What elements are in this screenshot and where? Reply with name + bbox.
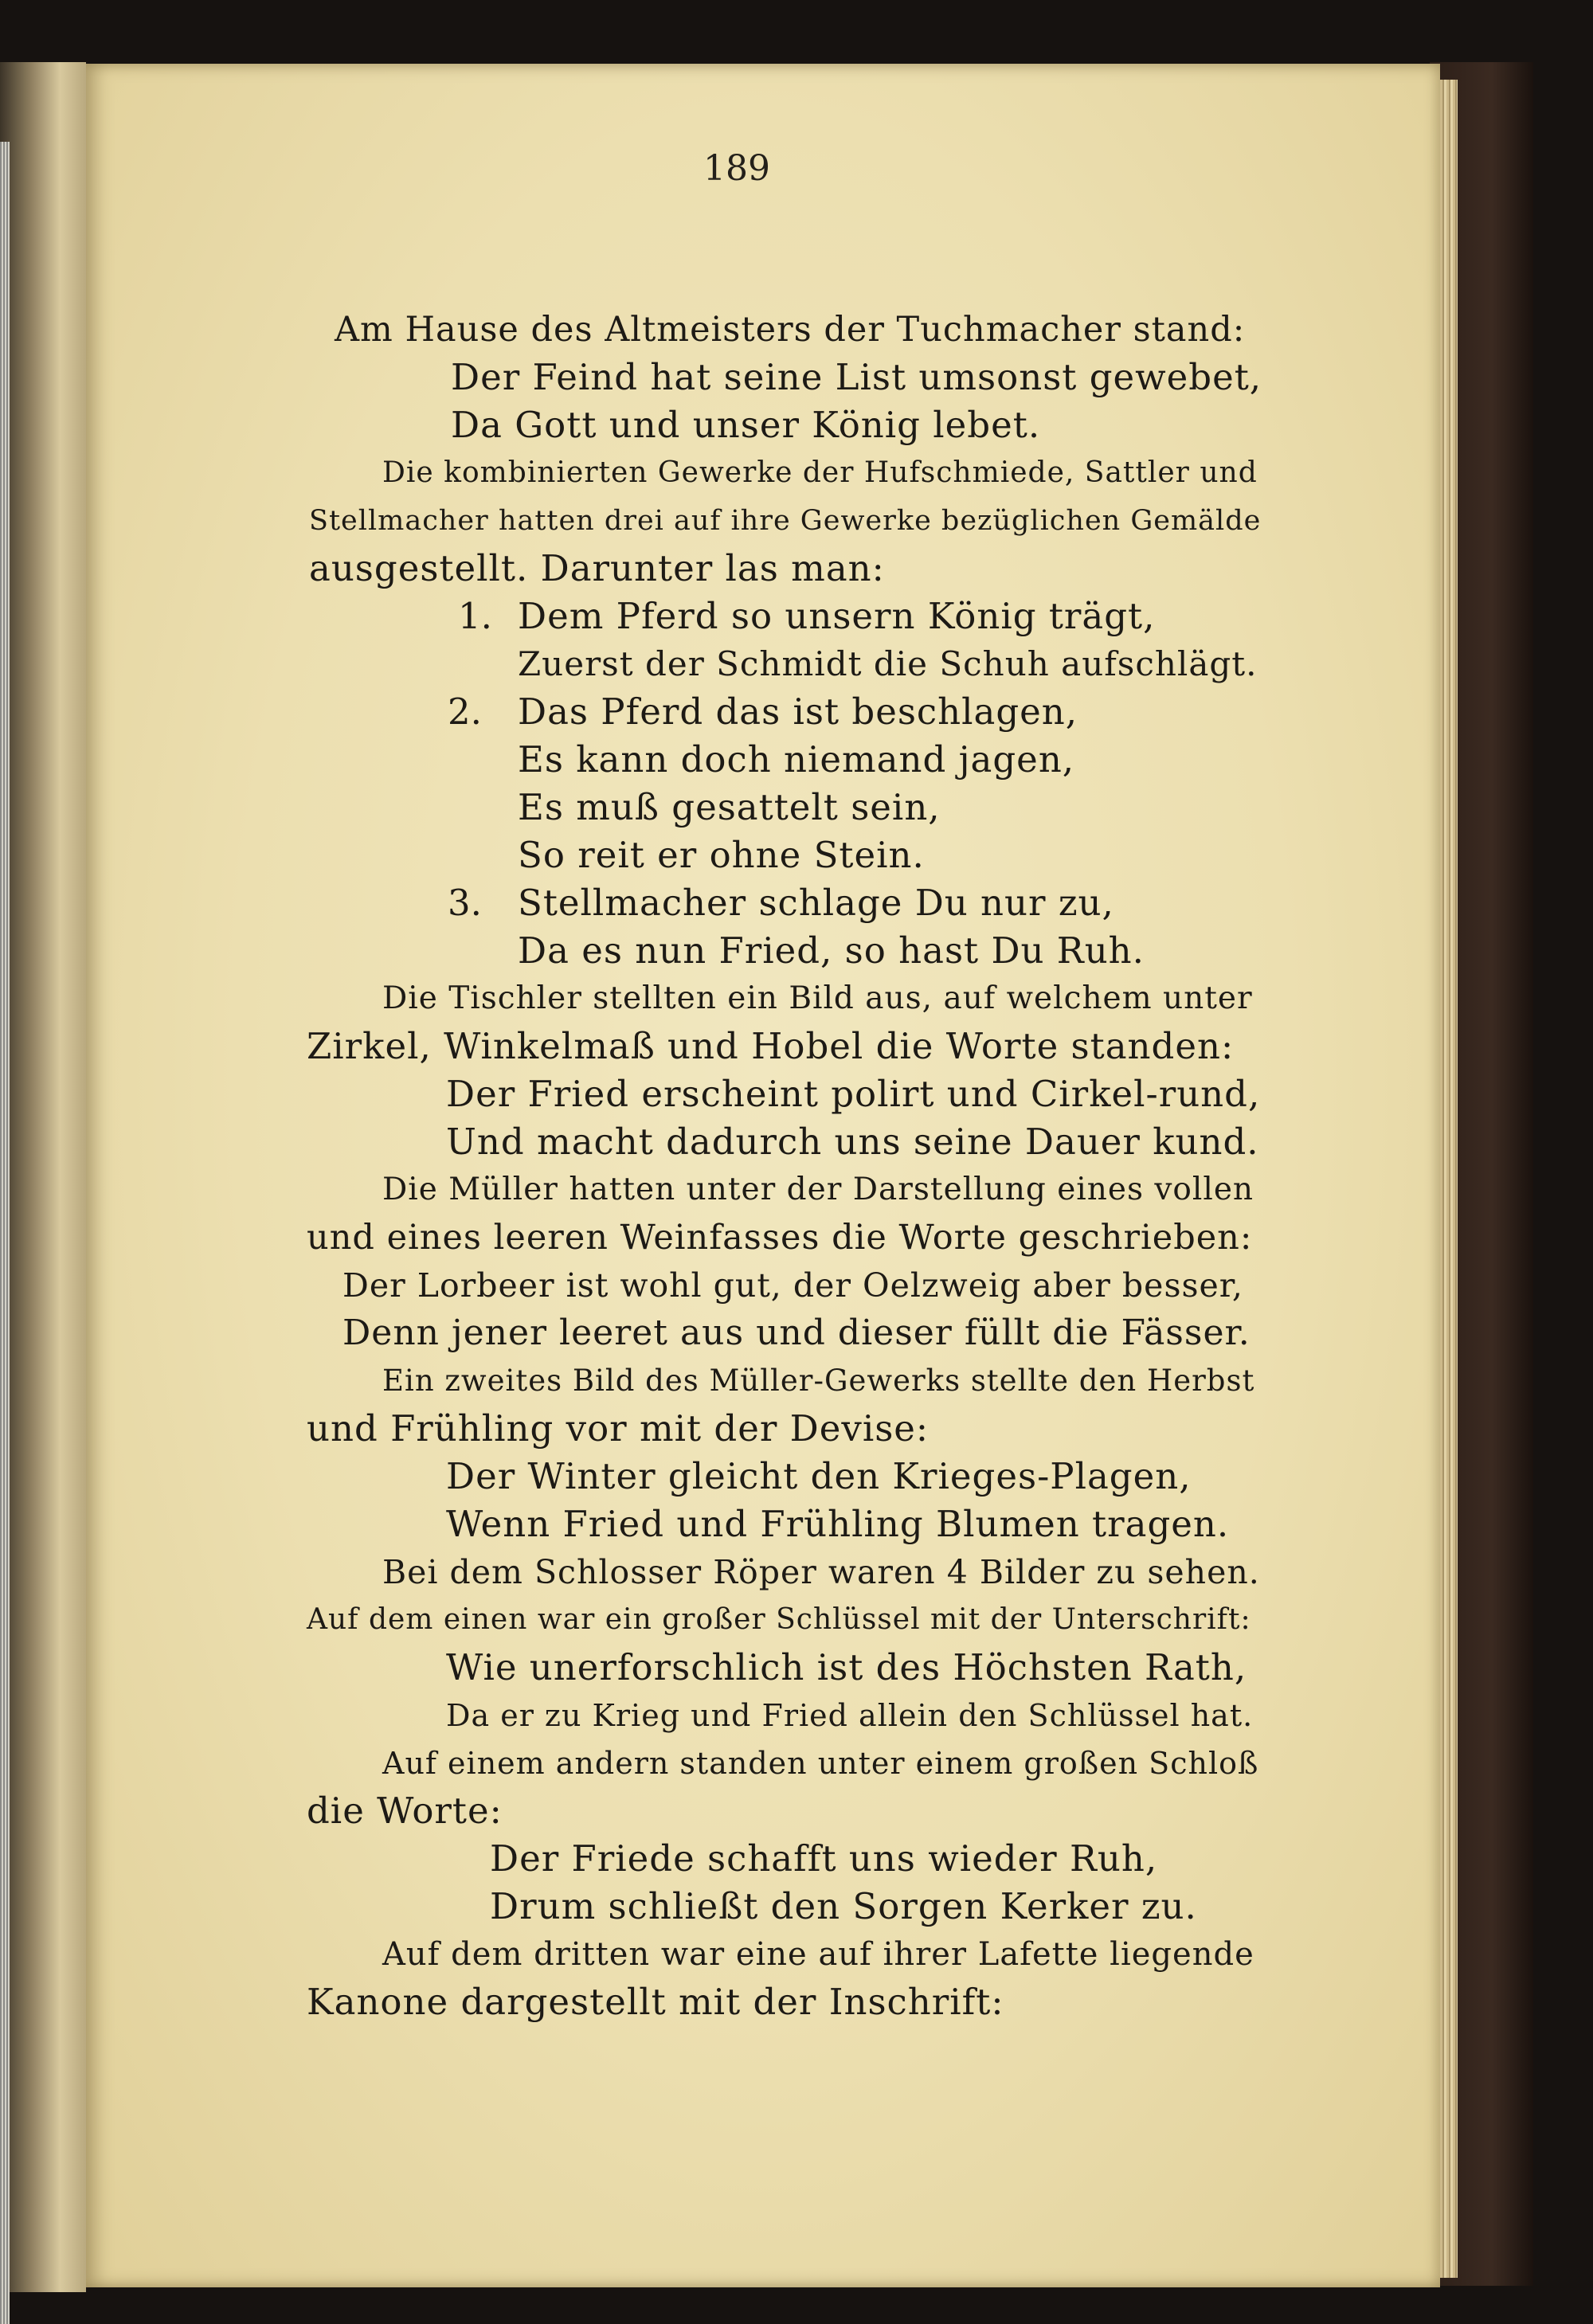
verse-line: Der Winter gleicht den Krieges-Plagen, xyxy=(446,1455,1192,1497)
verse-number: 1. xyxy=(458,595,492,637)
page-number: 189 xyxy=(703,148,770,189)
verse-line: Da es nun Fried, so hast Du Ruh. xyxy=(518,929,1145,972)
paragraph-line: Zirkel, Winkelmaß und Hobel die Worte standen: xyxy=(307,1025,1235,1067)
verse-line: Es kann doch niemand jagen, xyxy=(518,738,1075,781)
verse-line: Stellmacher schlage Du nur zu, xyxy=(518,882,1114,924)
verse-line: Da Gott und unser König lebet. xyxy=(451,404,1041,446)
verse-number: 3. xyxy=(448,882,482,924)
verse-line: Das Pferd das ist beschlagen, xyxy=(518,691,1078,733)
paragraph-line: ausgestellt. Darunter las man: xyxy=(309,547,885,589)
left-page-stack xyxy=(0,142,10,2324)
verse-line: So reit er ohne Stein. xyxy=(518,834,925,876)
verse-line: Dem Pferd so unsern König trägt, xyxy=(518,595,1156,637)
verse-line: Der Fried erscheint polirt und Cirkel-rund, xyxy=(446,1073,1261,1115)
paragraph-line: Auf dem dritten war eine auf ihrer Lafette liegende xyxy=(382,1936,1254,1973)
verse-line: Es muß gesattelt sein, xyxy=(518,786,941,828)
paragraph-line: Stellmacher hatten drei auf ihre Gewerke bezüglichen Gemälde xyxy=(309,505,1262,537)
paragraph-line: Die Tischler stellten ein Bild aus, auf welchem unter xyxy=(382,980,1253,1016)
verse-line: Denn jener leeret aus und dieser füllt die Fässer. xyxy=(342,1313,1251,1353)
verse-line: Zuerst der Schmidt die Schuh aufschlägt. xyxy=(518,644,1258,683)
verse-number: 2. xyxy=(448,691,482,733)
paragraph-line: Kanone dargestellt mit der Inschrift: xyxy=(307,1981,1004,2023)
paragraph-line: und eines leeren Weinfasses die Worte geschrieben: xyxy=(307,1218,1253,1258)
paragraph-line: Auf einem andern standen unter einem großen Schloß xyxy=(382,1746,1259,1781)
paragraph-line: Ein zweites Bild des Müller-Gewerks stellte den Herbst xyxy=(382,1363,1255,1398)
paragraph-line: die Worte: xyxy=(307,1790,503,1832)
verse-line: Und macht dadurch uns seine Dauer kund. xyxy=(446,1121,1259,1163)
paragraph-line: Die Müller hatten unter der Darstellung eines vollen xyxy=(382,1172,1254,1207)
paragraph-line: Auf dem einen war ein großer Schlüssel mit der Unterschrift: xyxy=(307,1603,1251,1636)
text-line: Am Hause des Altmeisters der Tuchmacher stand: xyxy=(335,310,1246,350)
verse-line: Da er zu Krieg und Fried allein den Schlüssel hat. xyxy=(446,1698,1254,1733)
verse-line: Der Lorbeer ist wohl gut, der Oelzweig aber besser, xyxy=(342,1266,1243,1305)
paragraph-line: und Frühling vor mit der Devise: xyxy=(307,1407,930,1450)
verse-line: Der Feind hat seine List umsonst gewebet, xyxy=(451,356,1262,398)
left-page-edge xyxy=(0,62,86,2292)
paragraph-line: Bei dem Schlosser Röper waren 4 Bilder zu sehen. xyxy=(382,1553,1260,1591)
verse-line: Der Friede schafft uns wieder Ruh, xyxy=(490,1837,1158,1880)
paragraph-line: Die kombinierten Gewerke der Hufschmiede, Sattler und xyxy=(382,456,1258,489)
verse-line: Drum schließt den Sorgen Kerker zu. xyxy=(490,1885,1197,1927)
verse-line: Wenn Fried und Frühling Blumen tragen. xyxy=(446,1503,1230,1545)
verse-line: Wie unerforschlich ist des Höchsten Rath, xyxy=(446,1646,1247,1688)
